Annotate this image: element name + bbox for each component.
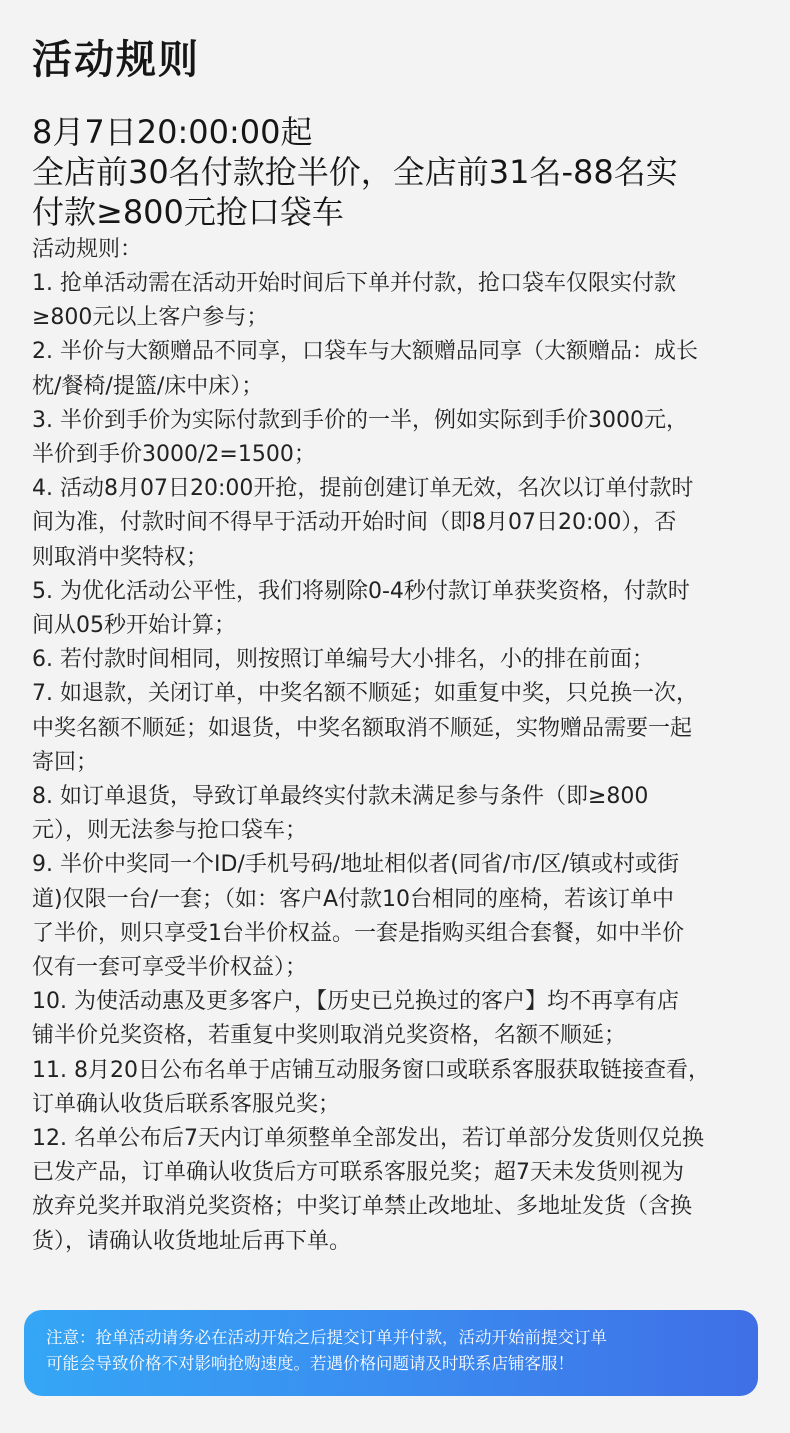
rule-line: 道)仅限一台/一套；（如：客户A付款10台相同的座椅，若该订单中 [32, 886, 675, 912]
rules-heading: 活动规则： [32, 237, 143, 262]
rule-line: 12. 名单公布后7天内订单须整单全部发出，若订单部分发货则仅兑换 [32, 1126, 704, 1152]
rule-line: 放弃兑奖并取消兑奖资格；中奖订单禁止改地址、多地址发货（含换 [32, 1194, 693, 1220]
rule-line: 铺半价兑奖资格，若重复中奖则取消兑奖资格，名额不顺延； [32, 1023, 627, 1049]
rule-line: 枕/餐椅/提篮/床中床）； [32, 373, 264, 399]
notice-banner [24, 1310, 758, 1396]
rule-line: 11. 8月20日公布名单于店铺互动服务窗口或联系客服获取链接查看， [32, 1057, 710, 1083]
rule-line: 1. 抢单活动需在活动开始时间后下单并付款，抢口袋车仅限实付款 [32, 271, 676, 296]
rule-line: 3. 半价到手价为实际付款到手价的一半，例如实际到手价3000元， [32, 407, 688, 433]
rule-line: 了半价，则只享受1台半价权益。一套是指购买组合套餐，如中半价 [32, 920, 684, 946]
rule-line: 已发产品，订单确认收货后方可联系客服兑奖；超7天未发货则视为 [32, 1160, 684, 1186]
rule-line: 10. 为使活动惠及更多客户，【历史已兑换过的客户】均不再享有店 [32, 989, 679, 1015]
event-headline [32, 112, 762, 232]
rule-line: 9. 半价中奖同一个ID/手机号码/地址相似者(同省/市/区/镇或村或街 [32, 852, 680, 878]
rule-line: 则取消中奖特权； [32, 544, 209, 570]
page-title: 活动规则 [32, 37, 200, 83]
rule-line: 寄回； [32, 749, 99, 775]
rule-line: 订单确认收货后联系客服兑奖； [32, 1091, 341, 1117]
rule-line: 5. 为优化活动公平性，我们将剔除0-4秒付款订单获奖资格，付款时 [32, 578, 690, 604]
rule-line: ≥800元以上客户参与； [32, 305, 269, 331]
headline-offer-line-cont: 付款≥800元抢口袋车 [32, 193, 344, 231]
rule-line: 中奖名额不顺延；如退货，中奖名额取消不顺延，实物赠品需要一起 [32, 715, 693, 741]
rule-line: 货），请确认收货地址后再下单。 [32, 1228, 352, 1254]
notice-text: 可能会导致价格不对影响抢购速度。若遇价格问题请及时联系店铺客服！ [46, 1354, 574, 1373]
rule-line: 6. 若付款时间相同，则按照订单编号大小排名，小的排在前面； [32, 647, 654, 673]
notice-text: 注意：抢单活动请务必在活动开始之后提交订单并付款，活动开始前提交订单 [46, 1328, 607, 1347]
rule-line: 7. 如退款，关闭订单，中奖名额不顺延；如重复中奖，只兑换一次， [32, 681, 698, 707]
rule-line: 半价到手价3000/2=1500； [32, 442, 316, 468]
rule-line: 间为准，付款时间不得早于活动开始时间（即8月07日20:00），否 [32, 510, 677, 536]
rule-line: 4. 活动8月07日20:00开抢，提前创建订单无效，名次以订单付款时 [32, 476, 694, 502]
rule-line: 2. 半价与大额赠品不同享，口袋车与大额赠品同享（大额赠品：成长 [32, 339, 698, 365]
rule-line: 间从05秒开始计算； [32, 613, 236, 639]
rules-section [32, 233, 760, 1259]
rule-line: 元），则无法参与抢口袋车； [32, 818, 308, 844]
headline-start-time: 8月7日20:00:00起 [32, 113, 313, 151]
headline-offer-line: 全店前30名付款抢半价，全店前31名-88名实 [32, 153, 678, 191]
rule-line: 8. 如订单退货，导致订单最终实付款未满足参与条件（即≥800 [32, 784, 649, 810]
rule-line: 仅有一套可享受半价权益）； [32, 955, 308, 981]
